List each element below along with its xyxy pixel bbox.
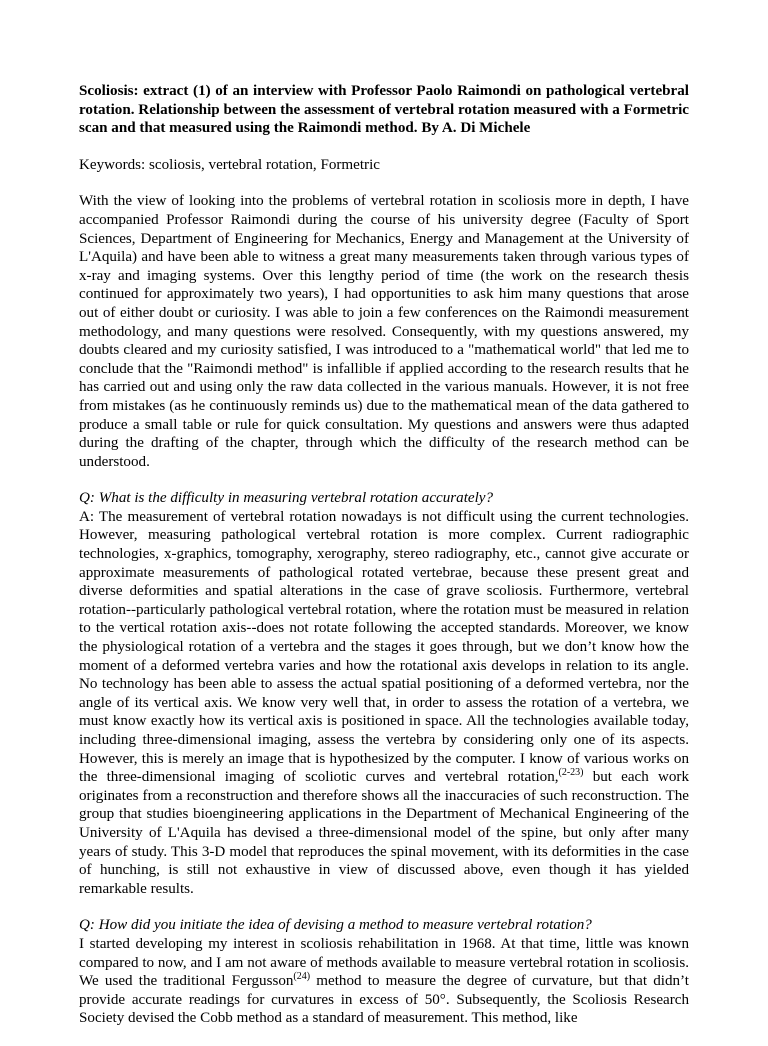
question-2: Q: How did you initiate the idea of devising a method to measure vertebral rotation? bbox=[79, 917, 592, 934]
answer-1-text-start: A: The measurement of vertebral rotation nowadays is not difficult using the current technologies. However, measuring pathological vertebral rotation is more complex. Current radiographic technologies, x-graphics, tomography, xerography, stereo radiography, etc., cannot give accurate or approximate measurements of pathological rotated vertebrae, because these present great and diverse deformities and spatial alterations in the case of grave scoliosis. Furthermore, vertebral rotation--particularly pathological vertebral rotation, where the rotation must be measured in relation to the vertical rotation axis--does not rotate following the accepted standards. Moreover, we know the physiological rotation of a vertebra and the stages it goes through, but we don’t know how the moment of a deformed vertebra varies and how the rotational axis develops in relation to its angle. No technology has been able to assess the actual spatial positioning of a deformed vertebra, nor the angle of its vertical axis. We know very well that, in order to assess the rotation of a vertebra, we must know exactly how its vertical axis is positioned in space. All the technologies available today, including three-dimensional imaging, assess the vertebra by considering only one of its aspects. However, this is merely an image that is hypothesized by the computer. I know of various works on the three-dimensional imaging of scoliotic curves and vertebral rotation, bbox=[79, 508, 689, 786]
answer-2-text-start: I started developing my interest in scoliosis rehabilitation in 1968. At that time, little was known compared to now, and I am not aware of methods available to measure vertebral rotation in scoliosis. We used the traditional Fergusson bbox=[79, 935, 689, 990]
question-1: Q: What is the difficulty in measuring vertebral rotation accurately? bbox=[79, 490, 494, 507]
answer-2-text-end: method to measure the degree of curvature, but that didn’t provide accurate readings for curvatures in excess of 50°. Subsequently, the Scoliosis Research Society devised the Cobb method as a standard of measurement. This method, like bbox=[79, 973, 689, 1027]
intro-paragraph: With the view of looking into the problems of vertebral rotation in scoliosis more in depth, I have accompanied Professor Raimondi during the course of his university degree (Faculty of Sport Sciences, Department of Engineering for Mechanics, Energy and Management at the University of L'Aquila) and have been able to witness a great many measurements taken through various types of x-ray and imaging systems. Over this lengthy period of time (the work on the research thesis continued for approximately two years), I had opportunities to ask him many questions that arose out of either doubt or curiosity. I was able to join a few conferences on the Raimondi measurement methodology, and many questions were resolved. Consequently, with my questions answered, my doubts cleared and my curiosity satisfied, I was introduced to a "mathematical world" that led me to conclude that the "Raimondi method" is infallible if applied according to the research results that he has carried out and using only the raw data collected in the various manuals. However, it is not free from mistakes (as he continuously reminds us) due to the mathematical mean of the data gathered to produce a small table or rule for quick consultation. My questions and answers were thus adapted during the drafting of the chapter, through which the difficulty of the research method can be understood. bbox=[79, 193, 689, 470]
answer-1-text-end: but each work originates from a reconstruction and therefore shows all the inaccuracies of such reconstruction. The group that studies bioengineering applications in the Department of Mechanical Engineering of the University of L'Aquila has devised a three-dimensional model of the spine, but only after many years of study. This 3-D model that reproduces the spinal movement, with its deformities in the case of hunching, is still not exhaustive in view of discussed above, even though it has yielded remarkable results. bbox=[79, 769, 689, 897]
answer-2 bbox=[79, 935, 689, 1028]
document-title: Scoliosis: extract (1) of an interview with Professor Paolo Raimondi on pathological vertebral rotation. Relationship between the assessment of vertebral rotation measured with a Formetric scan and that measured using the Raimondi method. By A. Di Michele bbox=[79, 83, 689, 137]
document-page bbox=[79, 82, 689, 1046]
keywords-line: Keywords: scoliosis, vertebral rotation, Formetric bbox=[79, 156, 380, 173]
citation-2-23: (2-23) bbox=[558, 767, 584, 779]
answer-1 bbox=[79, 508, 689, 898]
citation-24: (24) bbox=[293, 971, 311, 983]
